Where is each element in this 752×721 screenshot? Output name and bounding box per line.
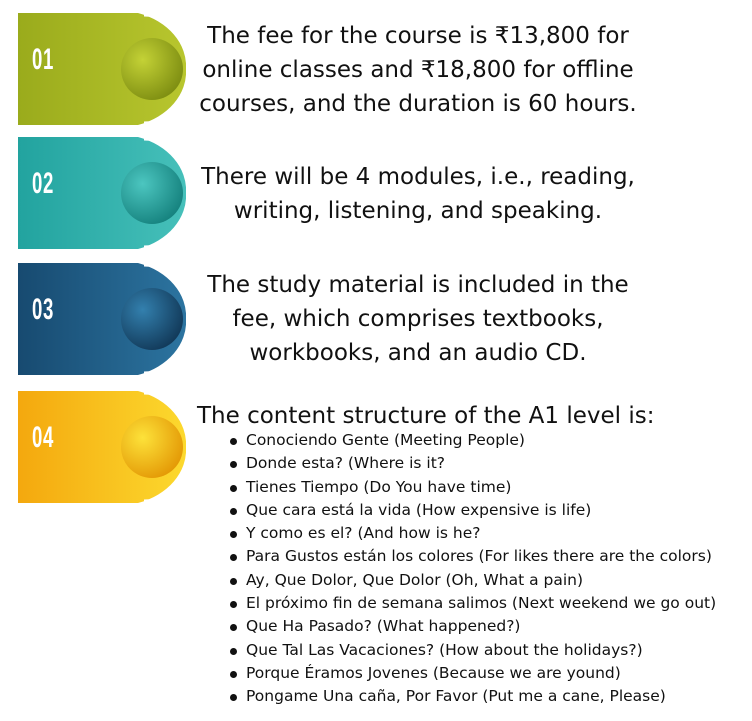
- section-number: 04: [32, 421, 54, 454]
- list-item: Donde esta? (Where is it?: [228, 452, 716, 475]
- list-item: Ay, Que Dolor, Que Dolor (Oh, What a pain): [228, 569, 716, 592]
- list-item: Que Tal Las Vacaciones? (How about the holidays?): [228, 639, 716, 662]
- section-1-tile: [18, 13, 186, 125]
- list-item: Tienes Tiempo (Do You have time): [228, 476, 716, 499]
- section-2-text: There will be 4 modules, i.e., reading, writing, listening, and speaking.: [201, 164, 635, 224]
- topic-list: [228, 429, 716, 709]
- section-3-text: The study material is included in the fee, which comprises textbooks, workbooks, and an audio CD.: [207, 272, 629, 366]
- list-item: Y como es el? (And how is he?: [228, 522, 716, 545]
- section-4-tile: [18, 391, 186, 503]
- section-4-text: The content structure of the A1 level is:: [197, 403, 655, 429]
- section-3-tile: [18, 263, 186, 375]
- section-2-tile: [18, 137, 186, 249]
- section-number: 01: [32, 43, 54, 76]
- list-item: El próximo fin de semana salimos (Next weekend we go out): [228, 592, 716, 615]
- list-item: Que Ha Pasado? (What happened?): [228, 615, 716, 638]
- list-item: Pongame Una caña, Por Favor (Put me a cane, Please): [228, 685, 716, 708]
- list-item: Conociendo Gente (Meeting People): [228, 429, 716, 452]
- list-item: Porque Éramos Jovenes (Because we are yound): [228, 662, 716, 685]
- section-number: 02: [32, 167, 54, 200]
- section-number: 03: [32, 293, 54, 326]
- section-1-text: The fee for the course is ₹13,800 for online classes and ₹18,800 for offline courses, and the duration is 60 hours.: [199, 23, 637, 117]
- list-item: Que cara está la vida (How expensive is life): [228, 499, 716, 522]
- list-item: Para Gustos están los colores (For likes there are the colors): [228, 545, 716, 568]
